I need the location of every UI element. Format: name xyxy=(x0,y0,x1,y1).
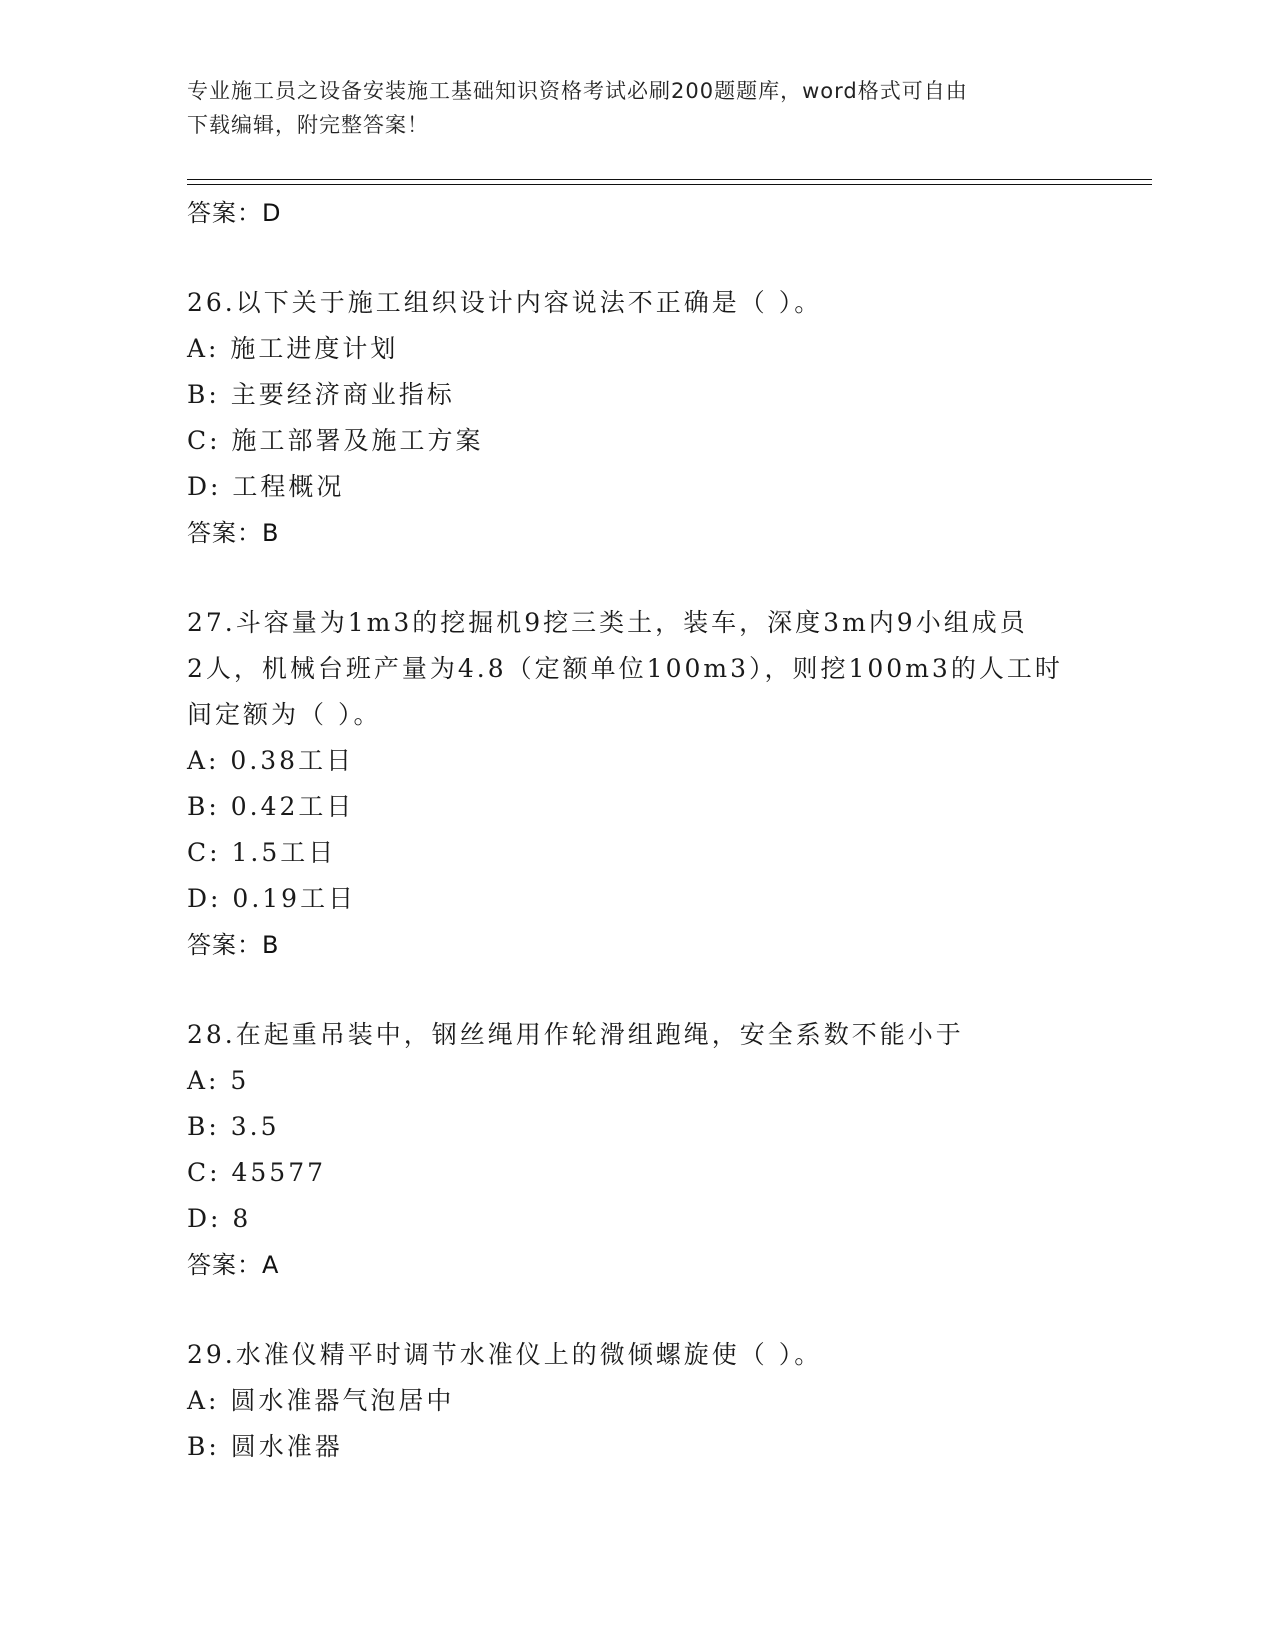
answer-line: 答案：B xyxy=(187,931,280,959)
question-text: 2人，机械台班产量为4.8（定额单位100m3），则挖100m3的人工时 xyxy=(187,654,1063,683)
option-d: D: 8 xyxy=(187,1204,252,1233)
option-a: A: 施工进度计划 xyxy=(187,334,399,363)
document-header xyxy=(187,74,1087,142)
question-block xyxy=(187,1332,1152,1470)
header-divider-bottom xyxy=(187,184,1152,185)
option-b: B: 3.5 xyxy=(187,1112,280,1141)
option-b: B: 圆水准器 xyxy=(187,1432,343,1461)
question-text: 27.斗容量为1m3的挖掘机9挖三类土，装车，深度3m内9小组成员 xyxy=(187,608,1028,637)
answer-line: 答案：A xyxy=(187,1251,280,1279)
option-a: A: 0.38工日 xyxy=(187,746,355,775)
question-block xyxy=(187,600,1152,968)
option-a: A: 5 xyxy=(187,1066,250,1095)
question-text: 间定额为（ ）。 xyxy=(187,700,382,729)
header-line-2: 下载编辑，附完整答案！ xyxy=(187,113,429,137)
answer-line: 答案：D xyxy=(187,199,282,227)
question-list xyxy=(187,190,1152,1470)
option-c: C: 施工部署及施工方案 xyxy=(187,426,484,455)
question-block xyxy=(187,280,1152,556)
header-line-1: 专业施工员之设备安装施工基础知识资格考试必刷200题题库，word格式可自由 xyxy=(187,79,968,103)
question-text: 29.水准仪精平时调节水准仪上的微倾螺旋使（ ）。 xyxy=(187,1340,823,1369)
option-a: A: 圆水准器气泡居中 xyxy=(187,1386,455,1415)
question-block xyxy=(187,1012,1152,1288)
answer-line: 答案：B xyxy=(187,519,280,547)
option-d: D: 工程概况 xyxy=(187,472,345,501)
question-text: 26.以下关于施工组织设计内容说法不正确是（ ）。 xyxy=(187,288,823,317)
option-b: B: 主要经济商业指标 xyxy=(187,380,455,409)
option-c: C: 1.5工日 xyxy=(187,838,337,867)
question-text: 28.在起重吊装中，钢丝绳用作轮滑组跑绳，安全系数不能小于 xyxy=(187,1020,964,1049)
option-c: C: 45577 xyxy=(187,1158,327,1187)
option-d: D: 0.19工日 xyxy=(187,884,357,913)
option-b: B: 0.42工日 xyxy=(187,792,355,821)
header-divider-top xyxy=(187,179,1152,180)
